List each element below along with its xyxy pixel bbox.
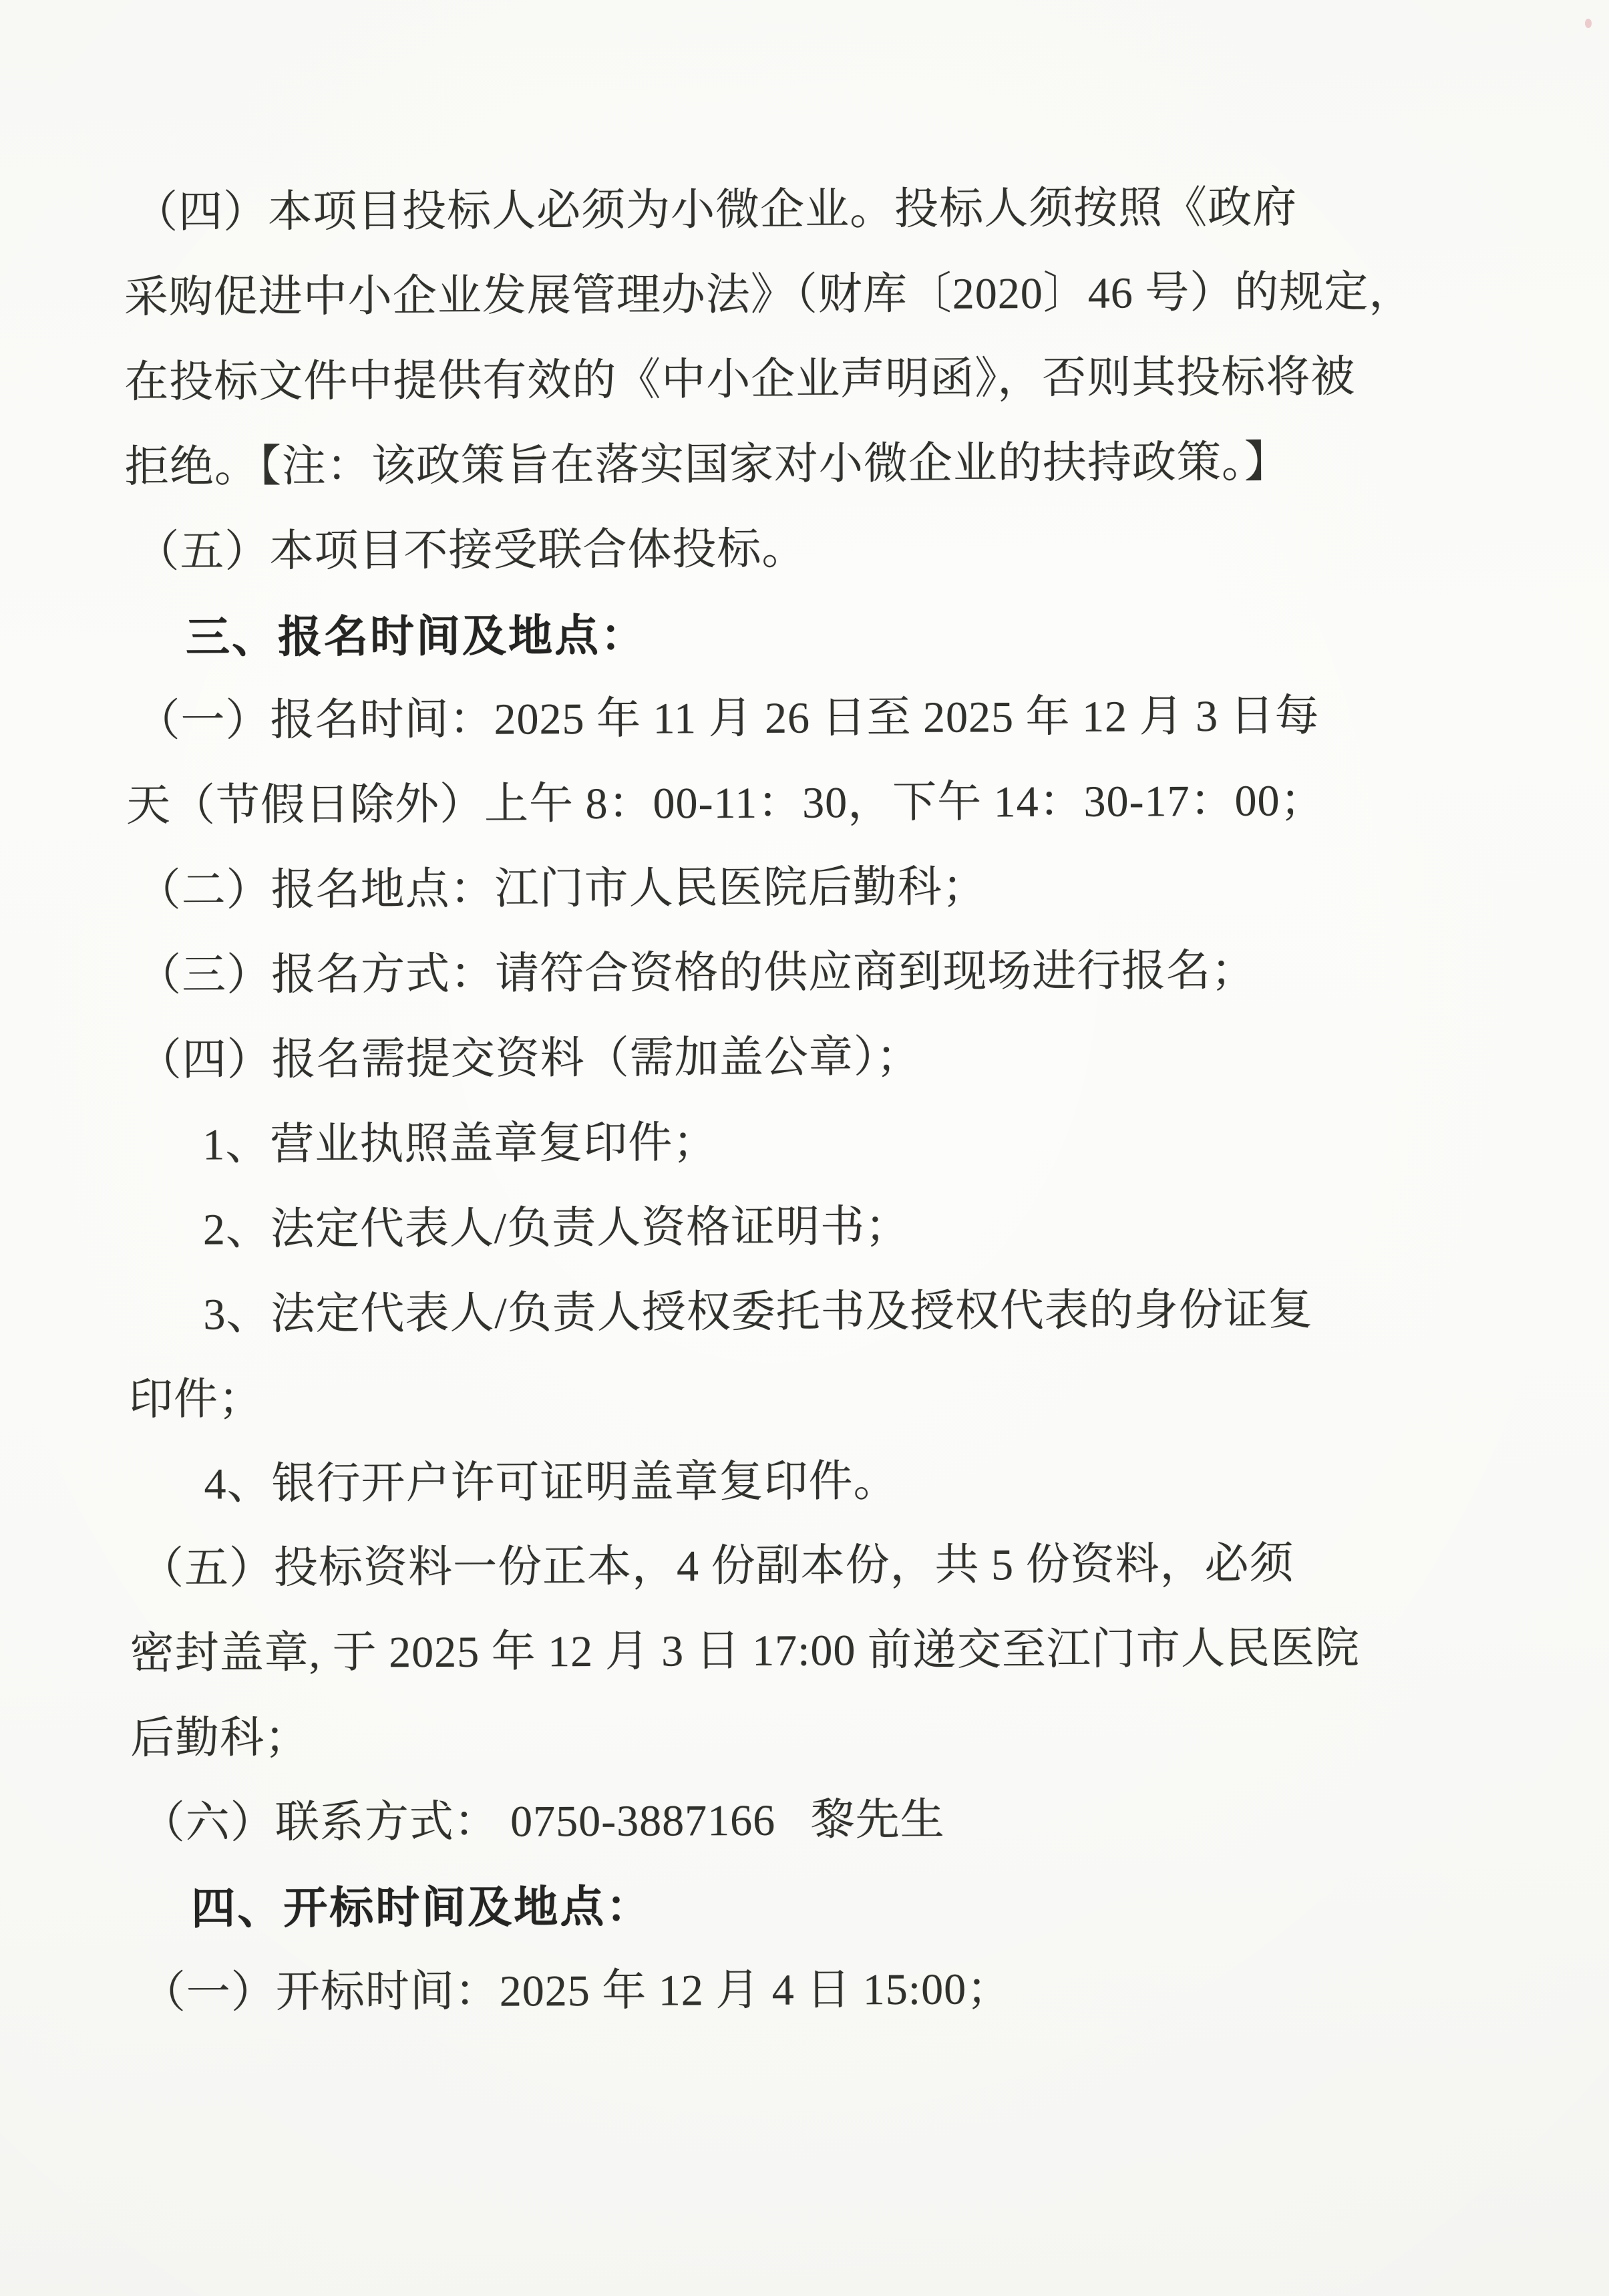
document-line: 采购促进中小企业发展管理办法》（财库〔2020〕46 号）的规定， (124, 267, 1414, 322)
document-line: 印件； (128, 1375, 264, 1424)
document-line: （四）报名需提交资料（需加盖公章）； (137, 1032, 921, 1085)
document-page (124, 176, 1528, 2199)
document-line: （五）投标资料一份正本，4 份副本份，共 5 份资料，必须 (139, 1539, 1294, 1593)
document-line: （四）本项目投标人必须为小微企业。投标人须按照《政府 (134, 183, 1298, 237)
document-line: 2、法定代表人/负责人资格证明书； (202, 1202, 910, 1255)
document-line: 三、报名时间及地点： (185, 610, 647, 662)
document-line: 拒绝。【注：该政策旨在落实国家对小微企业的扶持政策。】 (124, 438, 1290, 492)
document-line: 四、开标时间及地点： (191, 1881, 653, 1933)
document-line: 在投标文件中提供有效的《中小企业声明函》，否则其投标将被 (124, 352, 1356, 407)
scan-smudge (1585, 19, 1592, 28)
document-line: 1、营业执照盖章复印件； (202, 1118, 718, 1170)
document-line: （一）报名时间：2025 年 11 月 26 日至 2025 年 12 月 3 日每 (136, 691, 1320, 746)
document-line: （五）本项目不接受联合体投标。 (135, 524, 807, 577)
document-line: 后勤科； (130, 1713, 310, 1763)
document-line: 天（节假日除外）上午 8：00-11：30，下午 14：30-17：00； (126, 776, 1325, 830)
document-line: 密封盖章, 于 2025 年 12 月 3 日 17:00 前递交至江门市人民医院 (130, 1623, 1361, 1678)
document-line: （六）联系方式： 0750-3887166 黎先生 (140, 1795, 945, 1848)
document-line: （三）报名方式：请符合资格的供应商到现场进行报名； (137, 946, 1256, 1000)
document-line: 3、法定代表人/负责人授权委托书及授权代表的身份证复 (203, 1285, 1313, 1339)
document-line: （一）开标时间：2025 年 12 月 4 日 15:00； (141, 1965, 1012, 2017)
document-line: 4、银行开户许可证明盖章复印件。 (204, 1456, 898, 1509)
document-line: （二）报名地点：江门市人民医院后勤科； (136, 862, 987, 915)
